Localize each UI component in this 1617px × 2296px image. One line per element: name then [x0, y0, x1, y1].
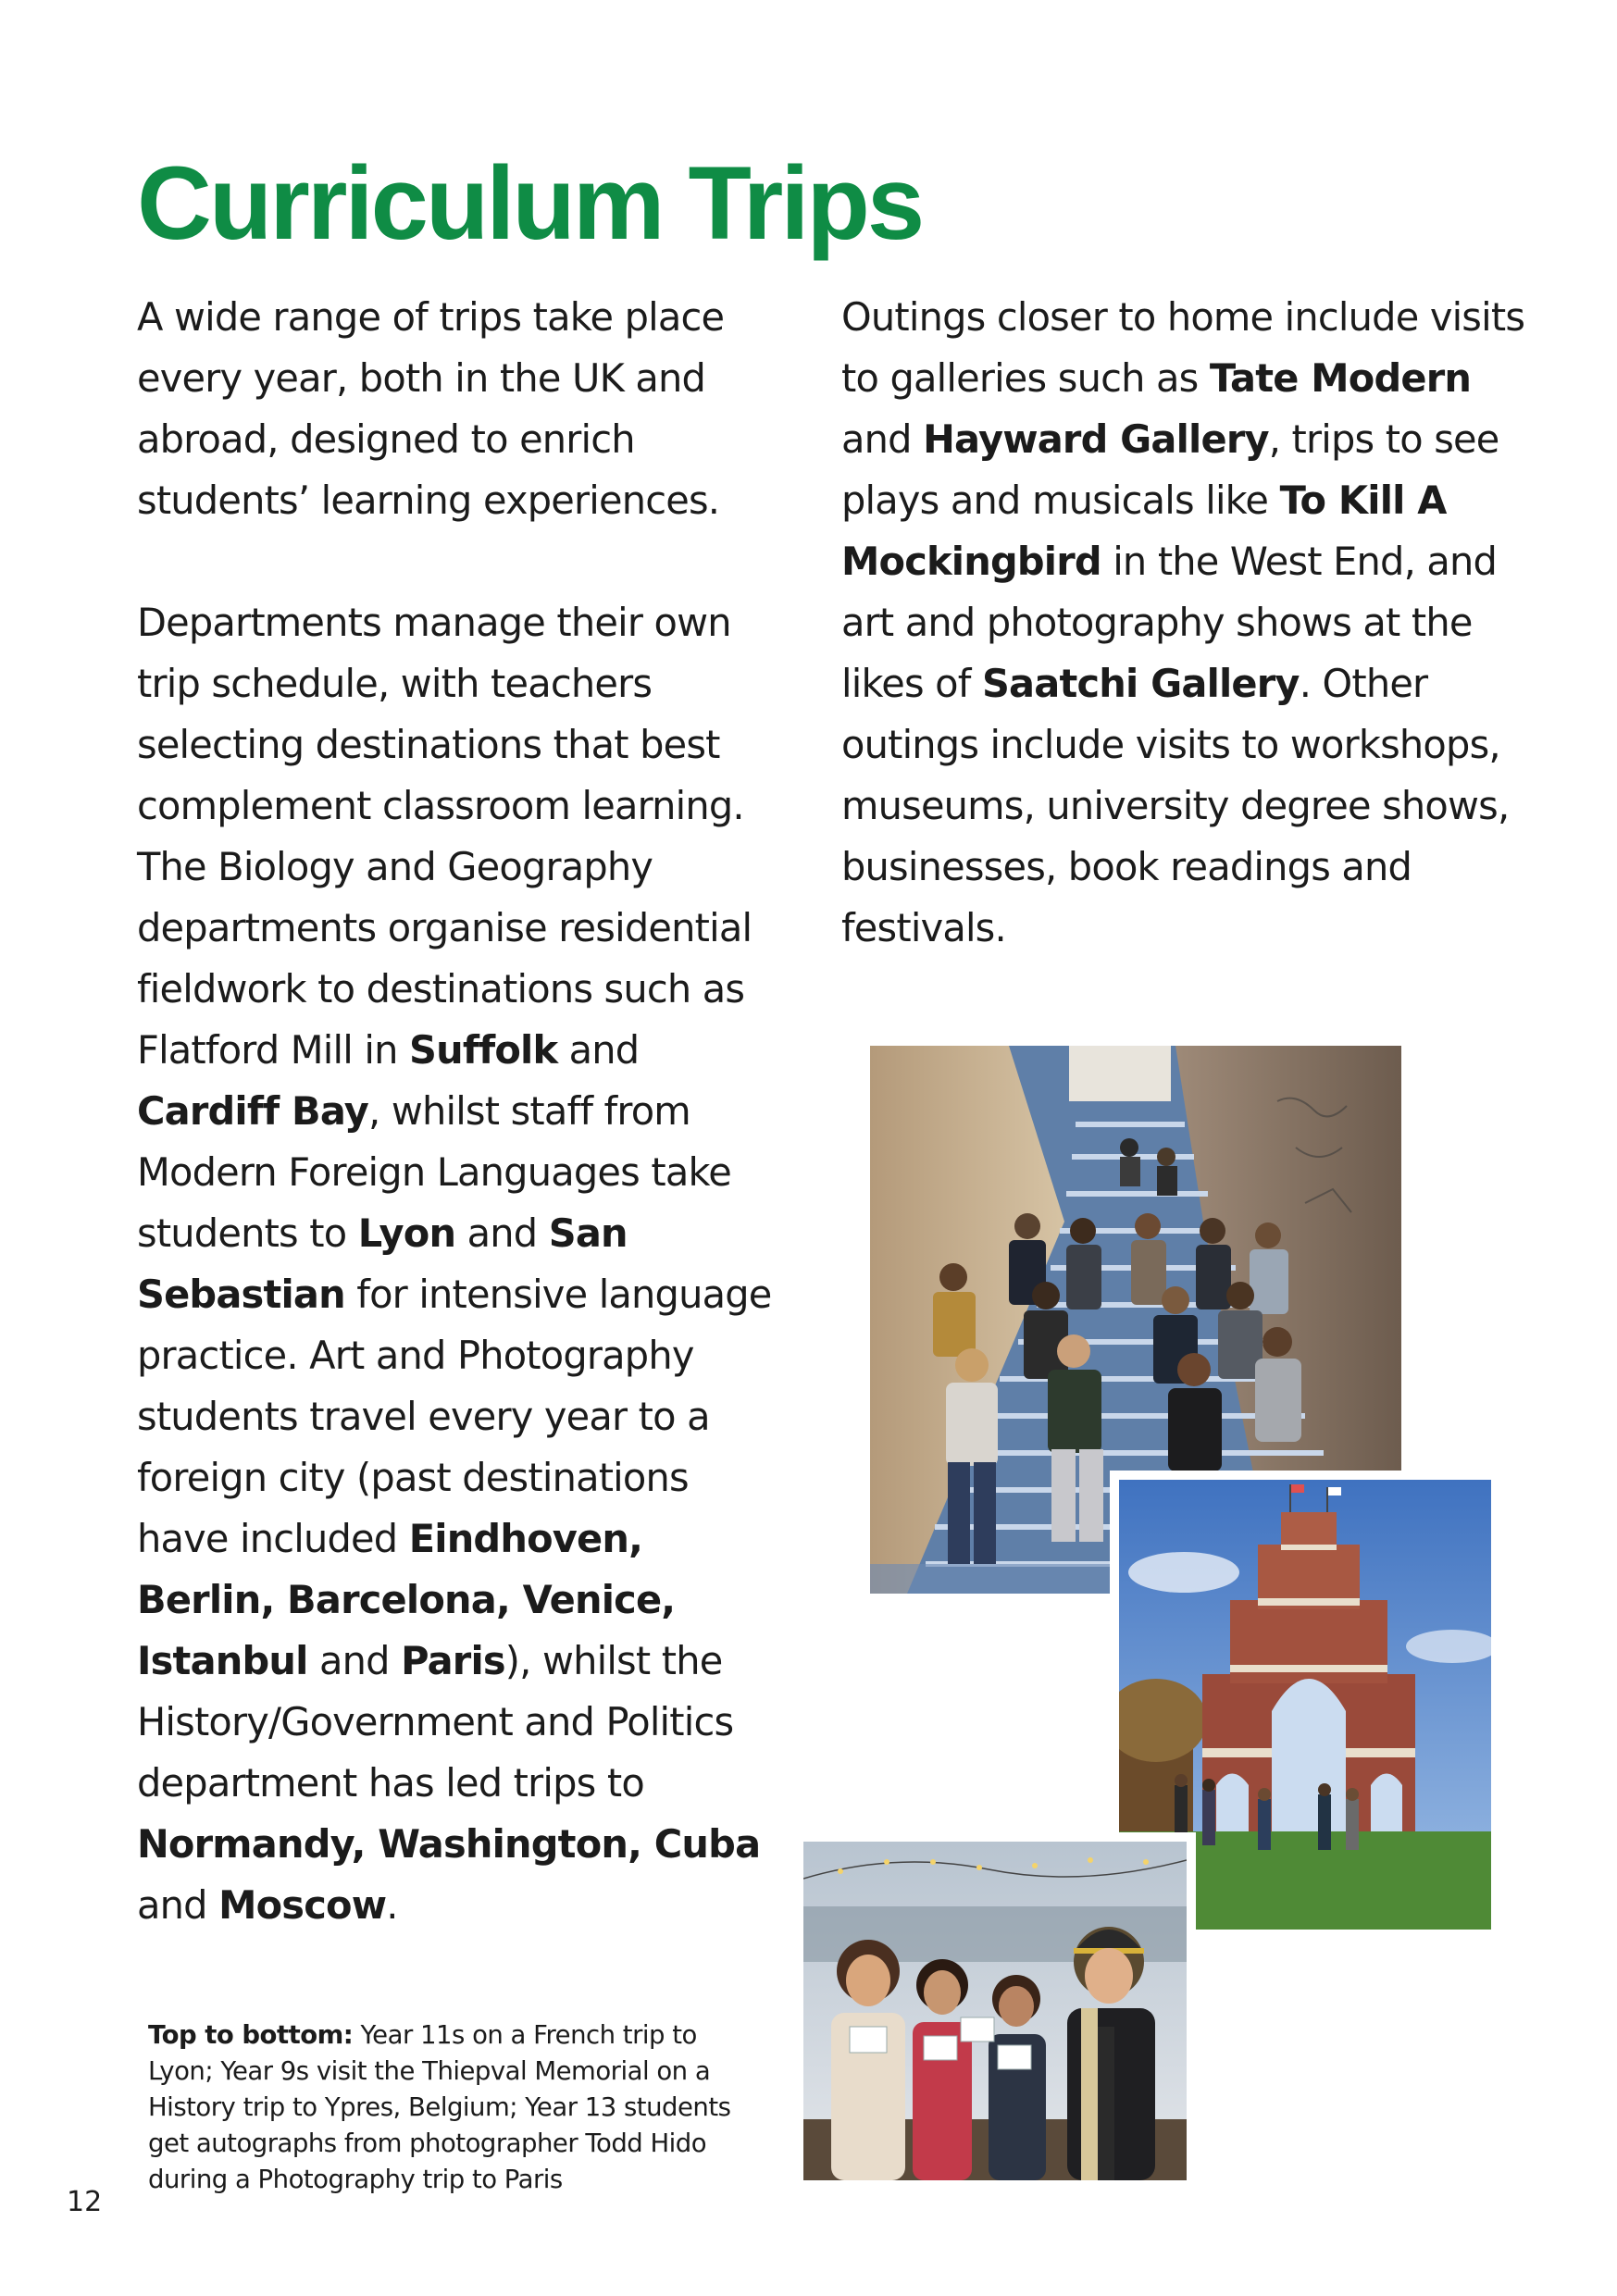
caption-lead: Top to bottom: — [148, 2020, 354, 2050]
left-column — [137, 287, 785, 1936]
place-san-sebastian: San Sebastian — [137, 1210, 628, 1317]
place-suffolk: Suffolk — [408, 1027, 558, 1073]
departments-paragraph: Departments manage their own trip schedule, with teachers selecting destinations that best complement classroom learning. The Biology and Geography departments organise residential fieldwork to destinations such as Flatford Mill in Suffolk and Cardiff Bay, whilst staff from Modern Foreign Languages take students to Lyon and San Sebastian for intensive language practice. Art and Photography students travel every year to a foreign city (past destinations have included Eindhoven, Berlin, Barcelona, Venice, Istanbul and Paris), whilst the History/Government and Politics department has led trips to Normandy, Washington, Cuba and Moscow. — [137, 600, 772, 1928]
right-column — [841, 287, 1526, 959]
photo-caption — [148, 2017, 740, 2198]
place-cardiff-bay: Cardiff Bay — [137, 1088, 369, 1134]
intro-paragraph: A wide range of trips take place every year, both in the UK and abroad, designed to enrich students’ learning experiences. — [137, 294, 725, 523]
place-paris: Paris — [401, 1638, 505, 1683]
place-lyon: Lyon — [357, 1210, 456, 1256]
art-destinations: Eindhoven, Berlin, Barcelona, Venice, Istanbul — [137, 1516, 676, 1683]
gallery-saatchi: Saatchi Gallery — [981, 661, 1300, 706]
play-mockingbird: To Kill A Mockingbird — [841, 478, 1447, 584]
paris-group-illustration — [803, 1842, 1187, 2180]
photo-paris-autographs — [794, 1832, 1196, 2190]
history-destinations: Normandy, Washington, Cuba — [137, 1821, 761, 1867]
outings-paragraph: Outings closer to home include visits to galleries such as Tate Modern and Hayward Gallery, trips to see plays and musicals like To Kill A Mockingbird in the West End, and art and photography shows at the likes of Saatchi Gallery. Other outings include visits to workshops, museums, university degree shows, businesses, book readings and festivals. — [841, 294, 1525, 950]
gallery-hayward: Hayward Gallery — [923, 416, 1269, 462]
gallery-tate-modern: Tate Modern — [1209, 355, 1472, 401]
page-number: 12 — [67, 2186, 103, 2218]
page-title: Curriculum Trips — [137, 145, 923, 261]
caption-text: Year 11s on a French trip to Lyon; Year 9s visit the Thiepval Memorial on a History trip to Ypres, Belgium; Year 13 students get autographs from photographer Todd Hido during a Photography trip to Paris — [148, 2020, 731, 2194]
place-moscow: Moscow — [218, 1882, 387, 1928]
